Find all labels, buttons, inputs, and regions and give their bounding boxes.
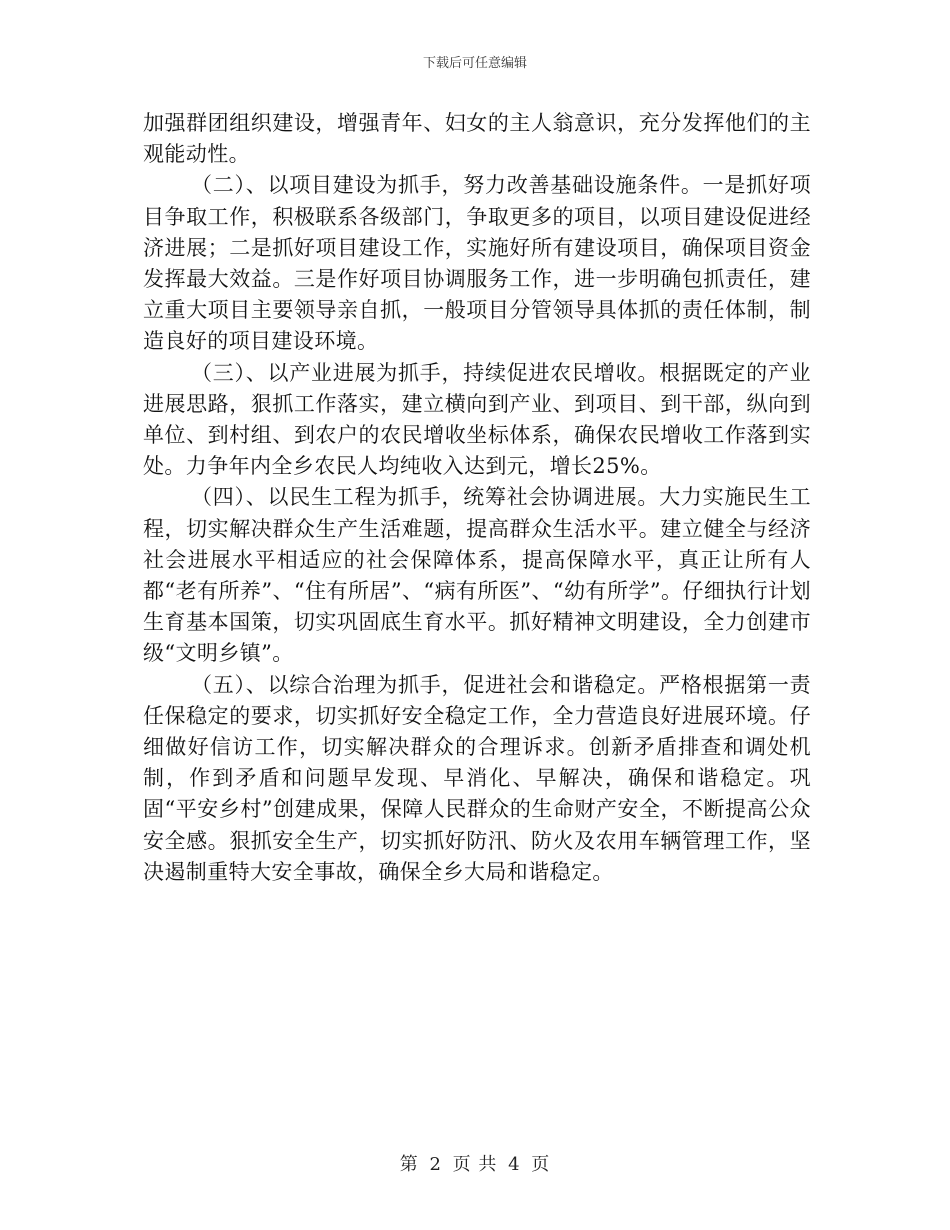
footer-page-number: 2 [429, 1154, 442, 1175]
paragraph-comprehensive-governance: （五）、以综合治理为抓手，促进社会和谐稳定。严格根据第一责任保稳定的要求，切实抓好安全稳定工作，全力营造良好进展环境。仔细做好信访工作，切实解决群众的合理诉求。创新矛盾排查和调处机制，作到矛盾和问题早发现、早消化、早解决，确保和谐稳定。巩固“平安乡村”创建成果，保障人民群众的生命财产安全，不断提高公众安全感。狠抓安全生产，切实抓好防汛、防火及农用车辆管理工作，坚决遏制重特大安全事故，确保全乡大局和谐稳定。 [143, 672, 811, 884]
page-footer [0, 1150, 950, 1176]
paragraph-industry-development: （三）、以产业进展为抓手，持续促进农民增收。根据既定的产业进展思路，狠抓工作落实，建立横向到产业、到项目、到干部，纵向到单位、到村组、到农户的农民增收坐标体系，确保农民增收工作落到实处。力争年内全乡农民人均纯收入达到元，增长25%。 [143, 360, 811, 479]
paragraph-livelihood-projects: （四）、以民生工程为抓手，统筹社会协调进展。大力实施民生工程，切实解决群众生产生活难题，提高群众生活水平。建立健全与经济社会进展水平相适应的社会保障体系，提高保障水平，真正让所有人都“老有所养”、“住有所居”、“病有所医”、“幼有所学”。仔细执行计划生育基本国策，切实巩固底生育水平。抓好精神文明建设，全力创建市级“文明乡镇”。 [143, 485, 811, 666]
paragraph-project-construction: （二）、以项目建设为抓手，努力改善基础设施条件。一是抓好项目争取工作，积极联系各级部门，争取更多的项目，以项目建设促进经济进展；二是抓好项目建设工作，实施好所有建设项目，确保项目资金发挥最大效益。三是作好项目协调服务工作，进一步明确包抓责任，建立重大项目主要领导亲自抓，一般项目分管领导具体抓的责任体制，制造良好的项目建设环境。 [143, 173, 811, 354]
footer-total-pages: 4 [508, 1154, 521, 1175]
footer-prefix: 第 [399, 1154, 419, 1175]
paragraph-continuation: 加强群团组织建设，增强青年、妇女的主人翁意识，充分发挥他们的主观能动性。 [143, 111, 811, 167]
page-header-note: 下载后可任意编辑 [422, 56, 527, 71]
footer-suffix: 页 [531, 1154, 551, 1175]
document-body [143, 108, 811, 888]
footer-middle: 页 共 [452, 1154, 498, 1175]
